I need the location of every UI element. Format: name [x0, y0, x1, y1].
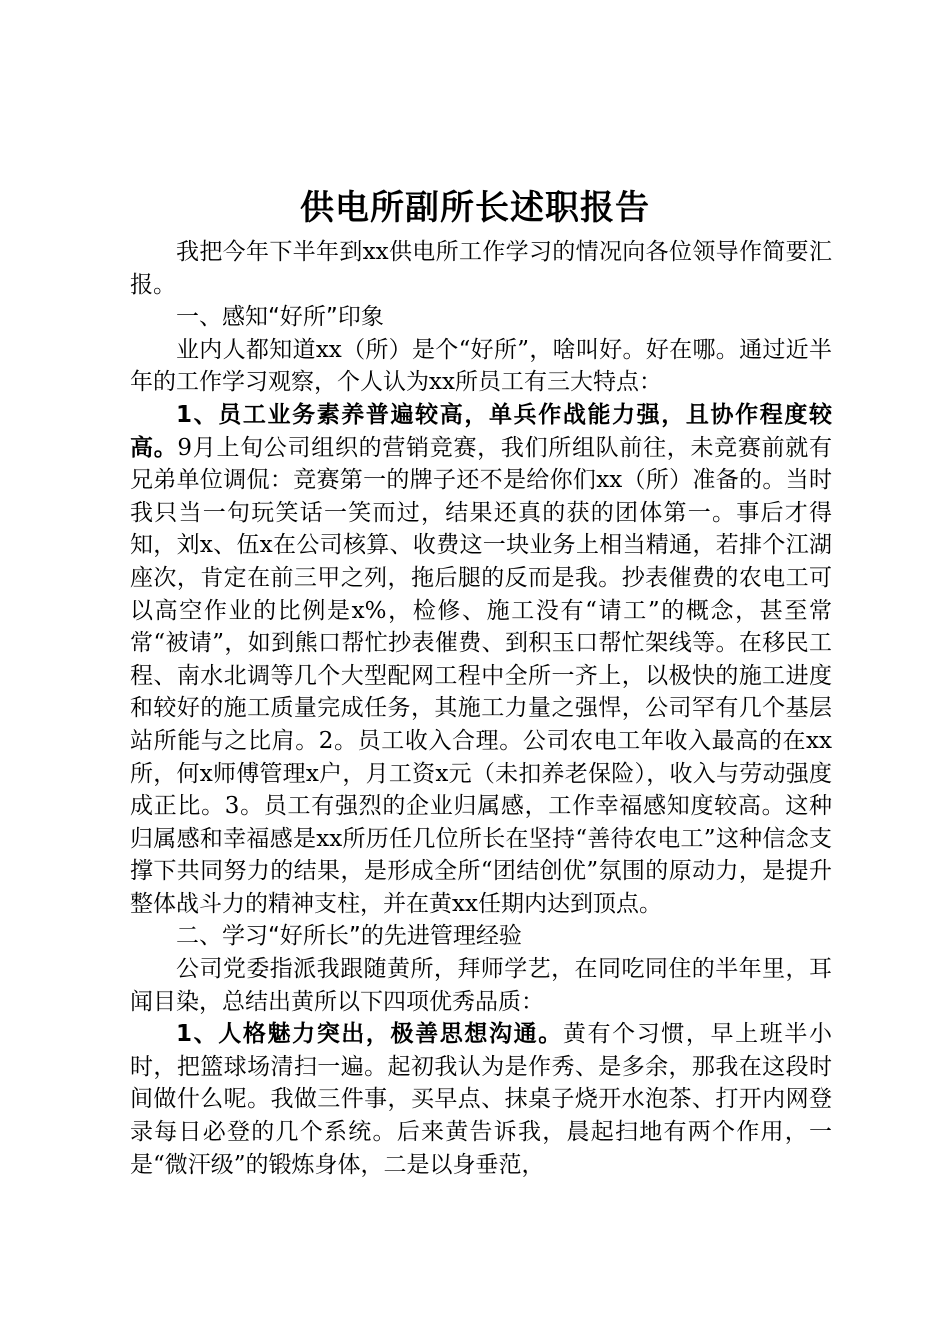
paragraph-text: 9月上旬公司组织的营销竞赛，我们所组队前往，未竞赛前就有兄弟单位调侃：竞赛第一的牌子还不是给你们xx（所）准备的。当时我只当一句玩笑话一笑而过，结果还真的获的团体第一。事后才得知，刘x、伍x在公司核算、收费这一块业务上相当精通，若排个江湖座次，肯定在前三甲之列，拖后腿的反而是我。抄表催费的农电工可以高空作业的比例是x%，检修、施工没有“请工”的概念，甚至常常“被请”，如到熊口帮忙抄表催费、到积玉口帮忙架线等。在移民工程、南水北调等几个大型配网工程中全所一齐上，以极快的施工进度和较好的施工质量完成任务，其施工力量之强悍，公司罕有几个基层站所能与之比肩。2。员工收入合理。公司农电工年收入最高的在xx所，何x师傅管理x户，月工资x元（未扣养老保险），收入与劳动强度成正比。3。员工有强烈的企业归属感，工作幸福感知度较高。这种归属感和幸福感是xx所历任几位所长在坚持“善待农电工”这种信念支撑下共同努力的结果，是形成全所“团结创优”氛围的原动力，是提升整体战斗力的精神支柱，并在黄xx任期内达到顶点。	[130, 434, 832, 917]
body-paragraph	[130, 1018, 832, 1181]
section-intro-paragraph: 业内人都知道xx（所）是个“好所”，啥叫好。好在哪。通过近半年的工作学习观察，个人认为xx所员工有三大特点：	[130, 336, 832, 396]
paragraph-lead: 1、员工业务素养普遍较高，单兵作战能力强，且协作程度较高。	[130, 401, 832, 461]
intro-paragraph: 我把今年下半年到xx供电所工作学习的情况向各位领导作简要汇报。	[130, 239, 832, 298]
paragraph-text: 黄有个习惯，早上班半小时，把篮球场清扫一遍。起初我认为是作秀、是多余，那我在这段时间做什么呢。我做三件事，买早点、抹桌子烧开水泡茶、打开内网登录每日必登的几个系统。后来黄告诉我，晨起扫地有两个作用，一是“微汗级”的锻炼身体，二是以身垂范，	[130, 1021, 832, 1178]
section-heading: 一、感知“好所”印象	[176, 304, 384, 331]
section-intro-paragraph: 公司党委指派我跟随黄所，拜师学艺，在同吃同住的半年里，耳闻目染，总结出黄所以下四项优秀品质：	[130, 956, 832, 1015]
document-title: 供电所副所长述职报告	[300, 188, 650, 228]
section-heading: 二、学习“好所长”的先进管理经验	[176, 923, 522, 950]
body-paragraph	[130, 399, 832, 921]
paragraph-lead: 1、人格魅力突出，极善思想沟通。	[176, 1021, 563, 1048]
document-body	[130, 236, 832, 1181]
